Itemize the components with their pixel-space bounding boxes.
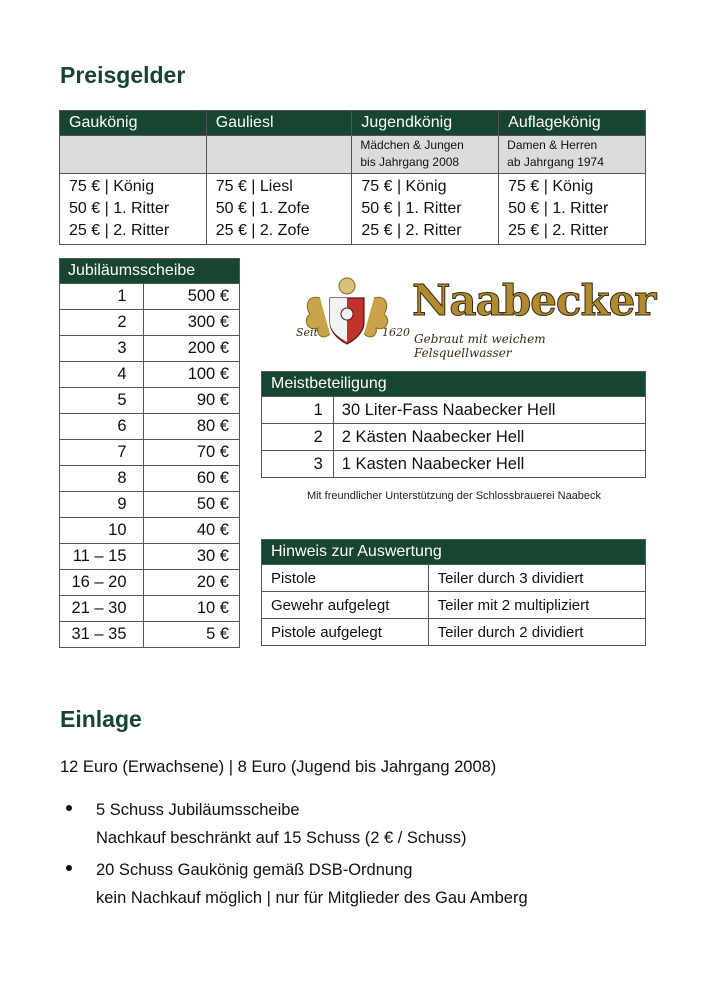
table-row	[60, 466, 240, 492]
table-row	[60, 440, 240, 466]
meistbeteiligung-title: Meistbeteiligung	[262, 372, 646, 397]
note-line: bis Jahrgang 2008	[360, 155, 460, 169]
hinweis-rule: Teiler mit 2 multipliziert	[428, 592, 645, 619]
bullet-icon	[66, 805, 72, 811]
meist-rank: 3	[262, 451, 334, 478]
einlage-title: Einlage	[60, 706, 142, 732]
bullet-line: kein Nachkauf möglich | nur für Mitglieder des Gau Amberg	[96, 889, 528, 907]
jubilaeum-title: Jubiläumsscheibe	[60, 259, 240, 284]
col-note-gauliesl	[206, 136, 352, 174]
jubilaeum-prize: 70 €	[143, 440, 239, 466]
col-note-gaukoenig	[60, 136, 207, 174]
table-row	[60, 518, 240, 544]
logo-brand: Naabecker	[412, 276, 656, 325]
jubilaeum-prize: 20 €	[143, 570, 239, 596]
table-row	[60, 284, 240, 310]
sponsor-note: Mit freundlicher Unterstützung der Schlossbrauerei Naabeck	[306, 490, 602, 502]
jubilaeum-rank: 6	[60, 414, 144, 440]
jubilaeum-prize: 60 €	[143, 466, 239, 492]
table-row	[262, 451, 646, 478]
hinweis-rule: Teiler durch 3 dividiert	[428, 565, 645, 592]
jubilaeum-prize: 10 €	[143, 596, 239, 622]
jubilaeum-rank: 4	[60, 362, 144, 388]
logo-seit: Seit	[296, 326, 318, 339]
prize-cell-gaukoenig	[60, 174, 207, 245]
jubilaeum-rank: 1	[60, 284, 144, 310]
table-row	[60, 388, 240, 414]
meist-rank: 2	[262, 424, 334, 451]
jubilaeum-prize: 500 €	[143, 284, 239, 310]
table-row	[60, 544, 240, 570]
meistbeteiligung-table	[261, 371, 646, 478]
preisgelder-table	[59, 110, 646, 245]
note-line: Mädchen & Jungen	[360, 138, 464, 152]
hinweis-weapon: Gewehr aufgelegt	[262, 592, 429, 619]
jubilaeum-rank: 9	[60, 492, 144, 518]
list-item	[96, 856, 528, 912]
meist-prize: 30 Liter-Fass Naabecker Hell	[333, 397, 645, 424]
hinweis-rule: Teiler durch 2 dividiert	[428, 619, 645, 646]
table-row	[262, 565, 646, 592]
jubilaeum-prize: 200 €	[143, 336, 239, 362]
hinweis-table	[261, 539, 646, 646]
jubilaeum-prize: 80 €	[143, 414, 239, 440]
jubilaeum-table	[59, 258, 240, 648]
jubilaeum-prize: 5 €	[143, 622, 239, 648]
jubilaeum-rank: 10	[60, 518, 144, 544]
table-row	[60, 596, 240, 622]
table-row	[262, 424, 646, 451]
prize-line: 75 € | König	[508, 178, 594, 195]
note-line: Damen & Herren	[507, 138, 598, 152]
col-note-jugendkoenig	[352, 136, 499, 174]
prize-line: 50 € | 1. Ritter	[361, 200, 462, 217]
meist-prize: 2 Kästen Naabecker Hell	[333, 424, 645, 451]
table-row	[60, 570, 240, 596]
jubilaeum-prize: 300 €	[143, 310, 239, 336]
table-row	[60, 414, 240, 440]
jubilaeum-prize: 50 €	[143, 492, 239, 518]
table-row	[262, 619, 646, 646]
jubilaeum-rank: 16 – 20	[60, 570, 144, 596]
prize-line: 75 € | König	[361, 178, 447, 195]
meist-rank: 1	[262, 397, 334, 424]
table-row	[262, 592, 646, 619]
jubilaeum-prize: 40 €	[143, 518, 239, 544]
jubilaeum-rank: 7	[60, 440, 144, 466]
table-row	[60, 336, 240, 362]
prize-line: 25 € | 2. Ritter	[69, 222, 170, 239]
table-row	[60, 310, 240, 336]
prize-line: 25 € | 2. Ritter	[361, 222, 462, 239]
hinweis-title: Hinweis zur Auswertung	[262, 540, 646, 565]
logo-year: 1620	[382, 326, 410, 339]
bullet-line: Nachkauf beschränkt auf 15 Schuss (2 € / Schuss)	[96, 829, 467, 847]
jubilaeum-rank: 2	[60, 310, 144, 336]
prize-line: 50 € | 1. Ritter	[508, 200, 609, 217]
prize-cell-gauliesl	[206, 174, 352, 245]
col-header-jugendkoenig: Jugendkönig	[352, 111, 499, 136]
jubilaeum-rank: 11 – 15	[60, 544, 144, 570]
col-header-gaukoenig: Gaukönig	[60, 111, 207, 136]
col-header-gauliesl: Gauliesl	[206, 111, 352, 136]
bullet-icon	[66, 865, 72, 871]
jubilaeum-rank: 3	[60, 336, 144, 362]
col-note-auflagekoenig	[499, 136, 646, 174]
hinweis-weapon: Pistole aufgelegt	[262, 619, 429, 646]
prize-cell-jugendkoenig	[352, 174, 499, 245]
prize-cell-auflagekoenig	[499, 174, 646, 245]
logo-tagline: Gebraut mit weichem Felsquellwasser	[414, 332, 546, 360]
einlage-price: 12 Euro (Erwachsene) | 8 Euro (Jugend bis Jahrgang 2008)	[60, 758, 497, 776]
preisgelder-title: Preisgelder	[60, 62, 186, 88]
prize-line: 75 € | Liesl	[215, 178, 293, 195]
list-item	[96, 796, 467, 852]
jubilaeum-rank: 5	[60, 388, 144, 414]
prize-line: 25 € | 2. Zofe	[215, 222, 310, 239]
note-line: ab Jahrgang 1974	[507, 155, 604, 169]
jubilaeum-rank: 21 – 30	[60, 596, 144, 622]
jubilaeum-prize: 100 €	[143, 362, 239, 388]
prize-line: 25 € | 2. Ritter	[508, 222, 609, 239]
meist-prize: 1 Kasten Naabecker Hell	[333, 451, 645, 478]
bullet-line: 20 Schuss Gaukönig gemäß DSB-Ordnung	[96, 861, 413, 879]
jubilaeum-rank: 8	[60, 466, 144, 492]
jubilaeum-rank: 31 – 35	[60, 622, 144, 648]
jubilaeum-prize: 30 €	[143, 544, 239, 570]
naabecker-logo	[290, 274, 656, 360]
col-header-auflagekoenig: Auflagekönig	[499, 111, 646, 136]
jubilaeum-prize: 90 €	[143, 388, 239, 414]
prize-line: 50 € | 1. Zofe	[215, 200, 310, 217]
table-row	[262, 397, 646, 424]
table-row	[60, 622, 240, 648]
table-row	[60, 492, 240, 518]
prize-line: 75 € | König	[69, 178, 155, 195]
hinweis-weapon: Pistole	[262, 565, 429, 592]
table-row	[60, 362, 240, 388]
prize-line: 50 € | 1. Ritter	[69, 200, 170, 217]
bullet-line: 5 Schuss Jubiläumsscheibe	[96, 801, 300, 819]
